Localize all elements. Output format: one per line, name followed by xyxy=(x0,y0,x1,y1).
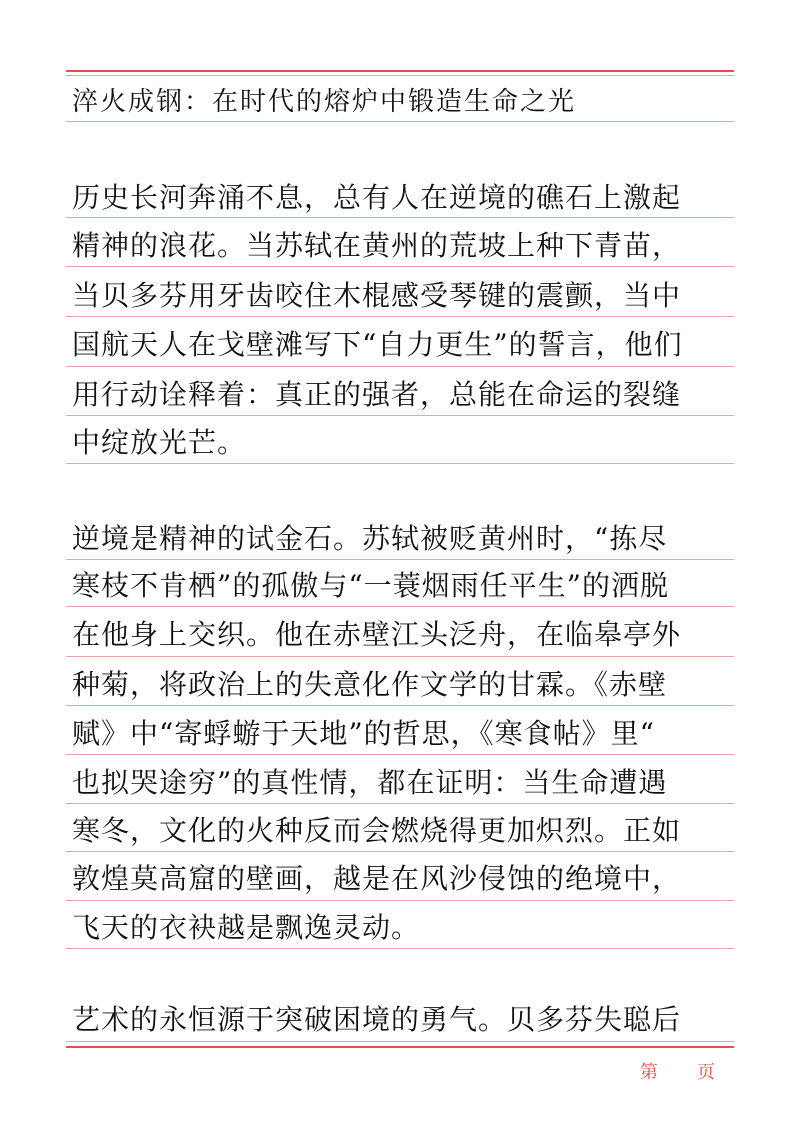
paragraph-line: 艺术的永恒源于突破困境的勇气。贝多芬失聪后 xyxy=(72,1003,682,1036)
paragraph-line: 精神的浪花。当苏轼在黄州的荒坡上种下青苗， xyxy=(72,229,682,262)
essay-title: 淬火成钢：在时代的熔炉中锻造生命之光 xyxy=(72,87,577,117)
paragraph-line: 国航天人在戈壁滩写下“自力更生”的誓言，他们 xyxy=(72,328,683,361)
paragraph-line: 逆境是精神的试金石。苏轼被贬黄州时，“拣尽 xyxy=(72,522,668,555)
paragraph-line: 敦煌莫高窟的壁画，越是在风沙侵蚀的绝境中， xyxy=(72,862,682,895)
writing-rule xyxy=(66,366,734,367)
writing-rule xyxy=(66,266,734,267)
paragraph-line: 历史长河奔涌不息，总有人在逆境的礁石上激起 xyxy=(72,181,682,214)
title-underline xyxy=(66,121,734,122)
paragraph-line: 种菊，将政治上的失意化作文学的甘霖。《赤壁 xyxy=(72,668,668,701)
page-label-suffix: 页 xyxy=(697,1062,715,1083)
writing-rule xyxy=(66,606,734,607)
bottom-border-rule xyxy=(66,1046,734,1048)
writing-rule xyxy=(66,656,734,657)
writing-rule xyxy=(66,415,734,416)
writing-rule xyxy=(66,851,734,852)
writing-rule xyxy=(66,803,734,804)
paragraph-line: 当贝多芬用牙齿咬住木棍感受琴键的震颤，当中 xyxy=(72,279,682,312)
top-border-rule xyxy=(66,70,734,72)
paragraph-line: 寒枝不肯栖”的孤傲与“一蓑烟雨任平生”的洒脱 xyxy=(72,569,669,602)
paragraph-line: 中绽放光芒。 xyxy=(72,426,247,459)
paragraph-line: 赋》中“寄蜉蝣于天地”的哲思，《寒食帖》里“ xyxy=(72,717,655,750)
writing-rule xyxy=(66,900,734,901)
paragraph-line: 飞天的衣袂越是飘逸灵动。 xyxy=(72,911,421,944)
writing-rule xyxy=(66,705,734,706)
writing-rule xyxy=(66,217,734,218)
paragraph-line: 在他身上交织。他在赤壁江头泛舟，在临皋亭外 xyxy=(72,618,682,651)
page-label-prefix: 第 xyxy=(640,1062,658,1083)
bottom-border-rule-inner xyxy=(66,1041,734,1042)
paragraph-line: 也拟哭途穷”的真性情，都在证明：当生命遭遇 xyxy=(72,766,668,799)
top-border-rule-inner xyxy=(66,75,734,76)
writing-rule xyxy=(66,316,734,317)
writing-rule xyxy=(66,948,734,949)
paragraph-line: 用行动诠释着：真正的强者，总能在命运的裂缝 xyxy=(72,378,682,411)
writing-rule xyxy=(66,754,734,755)
paragraph-line: 寒冬，文化的火种反而会燃烧得更加炽烈。正如 xyxy=(72,814,682,847)
writing-rule xyxy=(66,559,734,560)
writing-rule xyxy=(66,463,734,464)
